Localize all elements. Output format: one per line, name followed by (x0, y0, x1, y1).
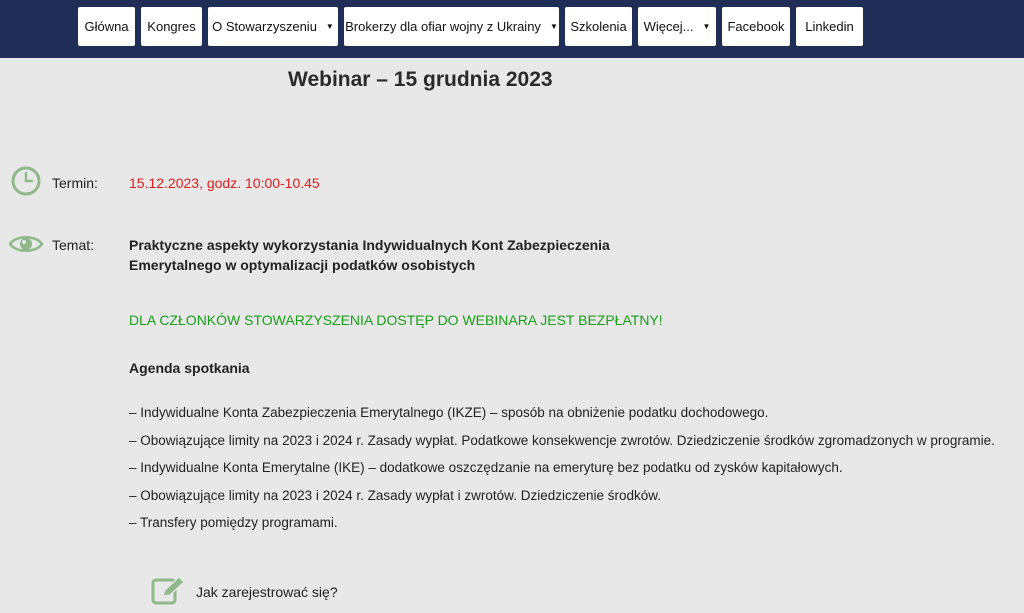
caret-down-icon: ▼ (549, 22, 558, 31)
nav-item-label: Facebook (727, 19, 785, 34)
nav-item-label: Więcej... (643, 19, 694, 34)
temat-line-2: Emerytalnego w optymalizacji podatków osobistych (129, 257, 476, 273)
agenda-item: – Obowiązujące limity na 2023 i 2024 r. Zasady wypłat i zwrotów. Dziedziczenie środków. (129, 487, 662, 503)
nav-item-glowna[interactable] (78, 7, 135, 46)
agenda-list (129, 404, 995, 542)
agenda-item: – Transfery pomiędzy programami. (129, 515, 338, 530)
eye-icon (9, 233, 43, 260)
caret-down-icon: ▼ (325, 22, 334, 31)
nav-item-facebook[interactable] (722, 7, 790, 46)
main-nav (78, 7, 863, 46)
termin-label: Termin: (52, 175, 98, 191)
temat-value (129, 235, 610, 275)
caret-down-icon: ▼ (702, 22, 711, 31)
nav-item-label: Szkolenia (570, 19, 627, 34)
clock-icon (11, 166, 41, 201)
nav-item-brokerzy[interactable] (344, 7, 559, 46)
nav-item-szkolenia[interactable] (565, 7, 632, 46)
nav-item-kongres[interactable] (141, 7, 202, 46)
nav-item-label: Główna (84, 19, 129, 34)
page-title: Webinar – 15 grudnia 2023 (288, 68, 553, 91)
nav-item-linkedin[interactable] (796, 7, 863, 46)
register-link[interactable]: Jak zarejestrować się? (196, 584, 338, 600)
temat-label: Temat: (52, 237, 95, 253)
nav-item-o-stowarzyszeniu[interactable] (208, 7, 338, 46)
termin-value: 15.12.2023, godz. 10:00-10.45 (129, 175, 320, 191)
nav-item-label: Linkedin (805, 19, 854, 34)
free-access-notice: DLA CZŁONKÓW STOWARZYSZENIA DOSTĘP DO WEBINARA JEST BEZPŁATNY! (129, 312, 663, 328)
agenda-item: – Obowiązujące limity na 2023 i 2024 r. Zasady wypłat. Podatkowe konsekwencje zwrotów. Dziedziczenie środków zgromadzonych w programie. (129, 432, 995, 448)
nav-item-label: Kongres (147, 19, 196, 34)
agenda-item: – Indywidualne Konta Zabezpieczenia Emerytalnego (IKZE) – sposób na obniżenie podatku dochodowego. (129, 405, 769, 420)
temat-line-1: Praktyczne aspekty wykorzystania Indywidualnych Kont Zabezpieczenia (129, 237, 610, 253)
nav-item-label: Brokerzy dla ofiar wojny z Ukrainy (345, 19, 541, 34)
nav-item-wiecej[interactable] (638, 7, 716, 46)
agenda-item: – Indywidualne Konta Emerytalne (IKE) – dodatkowe oszczędzanie na emeryturę bez podatku od zysków kapitałowych. (129, 460, 843, 475)
edit-icon (151, 576, 187, 611)
top-navigation-bar (0, 0, 1024, 58)
agenda-heading: Agenda spotkania (129, 360, 250, 376)
nav-item-label: O Stowarzyszeniu (212, 19, 317, 34)
